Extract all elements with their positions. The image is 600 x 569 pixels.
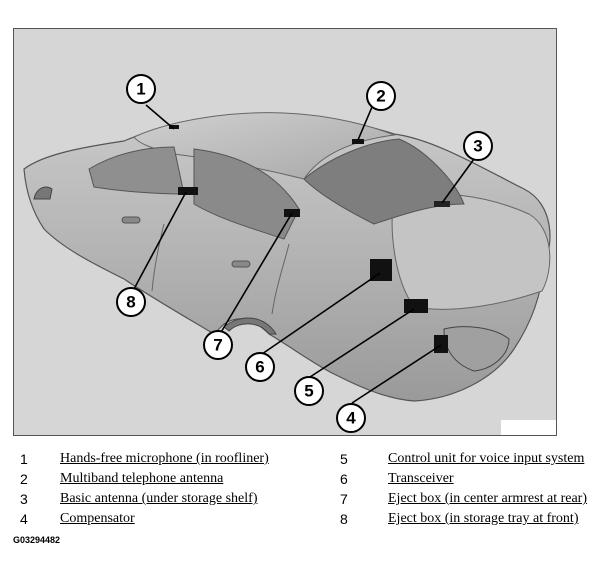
callout-8-label: 8 [126, 292, 136, 312]
legend-number: 2 [20, 471, 28, 487]
legend-text: Transceiver [388, 471, 454, 486]
legend-text: Eject box (in center armrest at rear) [388, 491, 588, 506]
legend-number: 6 [340, 471, 348, 487]
rear-door-handle [232, 261, 250, 267]
front-eject-box-component [178, 187, 198, 195]
callout-5-label: 5 [304, 381, 314, 401]
legend [0, 447, 600, 537]
car-diagram [13, 28, 557, 436]
legend-number: 1 [20, 451, 28, 467]
callout-1 [127, 75, 155, 103]
callout-5 [295, 377, 323, 405]
legend-text: Basic antenna (under storage shelf) [60, 491, 258, 506]
callout-6 [246, 353, 274, 381]
callout-8 [117, 288, 145, 316]
voice-control-unit-component [404, 299, 428, 313]
callout-3-label: 3 [473, 136, 483, 156]
car-illustration [14, 29, 557, 436]
callout-4 [337, 404, 365, 432]
callout-1-label: 1 [136, 79, 146, 99]
callout-7 [204, 331, 232, 359]
compensator-component [434, 335, 448, 353]
callout-3 [464, 132, 492, 160]
callout-6-label: 6 [255, 357, 265, 377]
legend-number: 3 [20, 491, 28, 507]
callout-4-label: 4 [346, 408, 356, 428]
legend-number: 4 [20, 511, 28, 527]
callout-2-label: 2 [376, 86, 386, 106]
legend-number: 8 [340, 511, 348, 527]
corner-notch [501, 420, 557, 436]
legend-text: Eject box (in storage tray at front) [388, 511, 579, 526]
leader-line-1 [146, 105, 174, 129]
legend-text: Control unit for voice input system [388, 451, 585, 466]
callout-7-label: 7 [213, 335, 223, 355]
legend-number: 5 [340, 451, 348, 467]
callout-2 [367, 82, 395, 110]
figure-code: G03294482 [13, 535, 61, 545]
legend-number: 7 [340, 491, 348, 507]
legend-text: Multiband telephone antenna [60, 471, 224, 486]
legend-text: Compensator [60, 511, 135, 526]
legend-text: Hands-free microphone (in roofliner) [60, 451, 269, 466]
front-door-handle [122, 217, 140, 223]
